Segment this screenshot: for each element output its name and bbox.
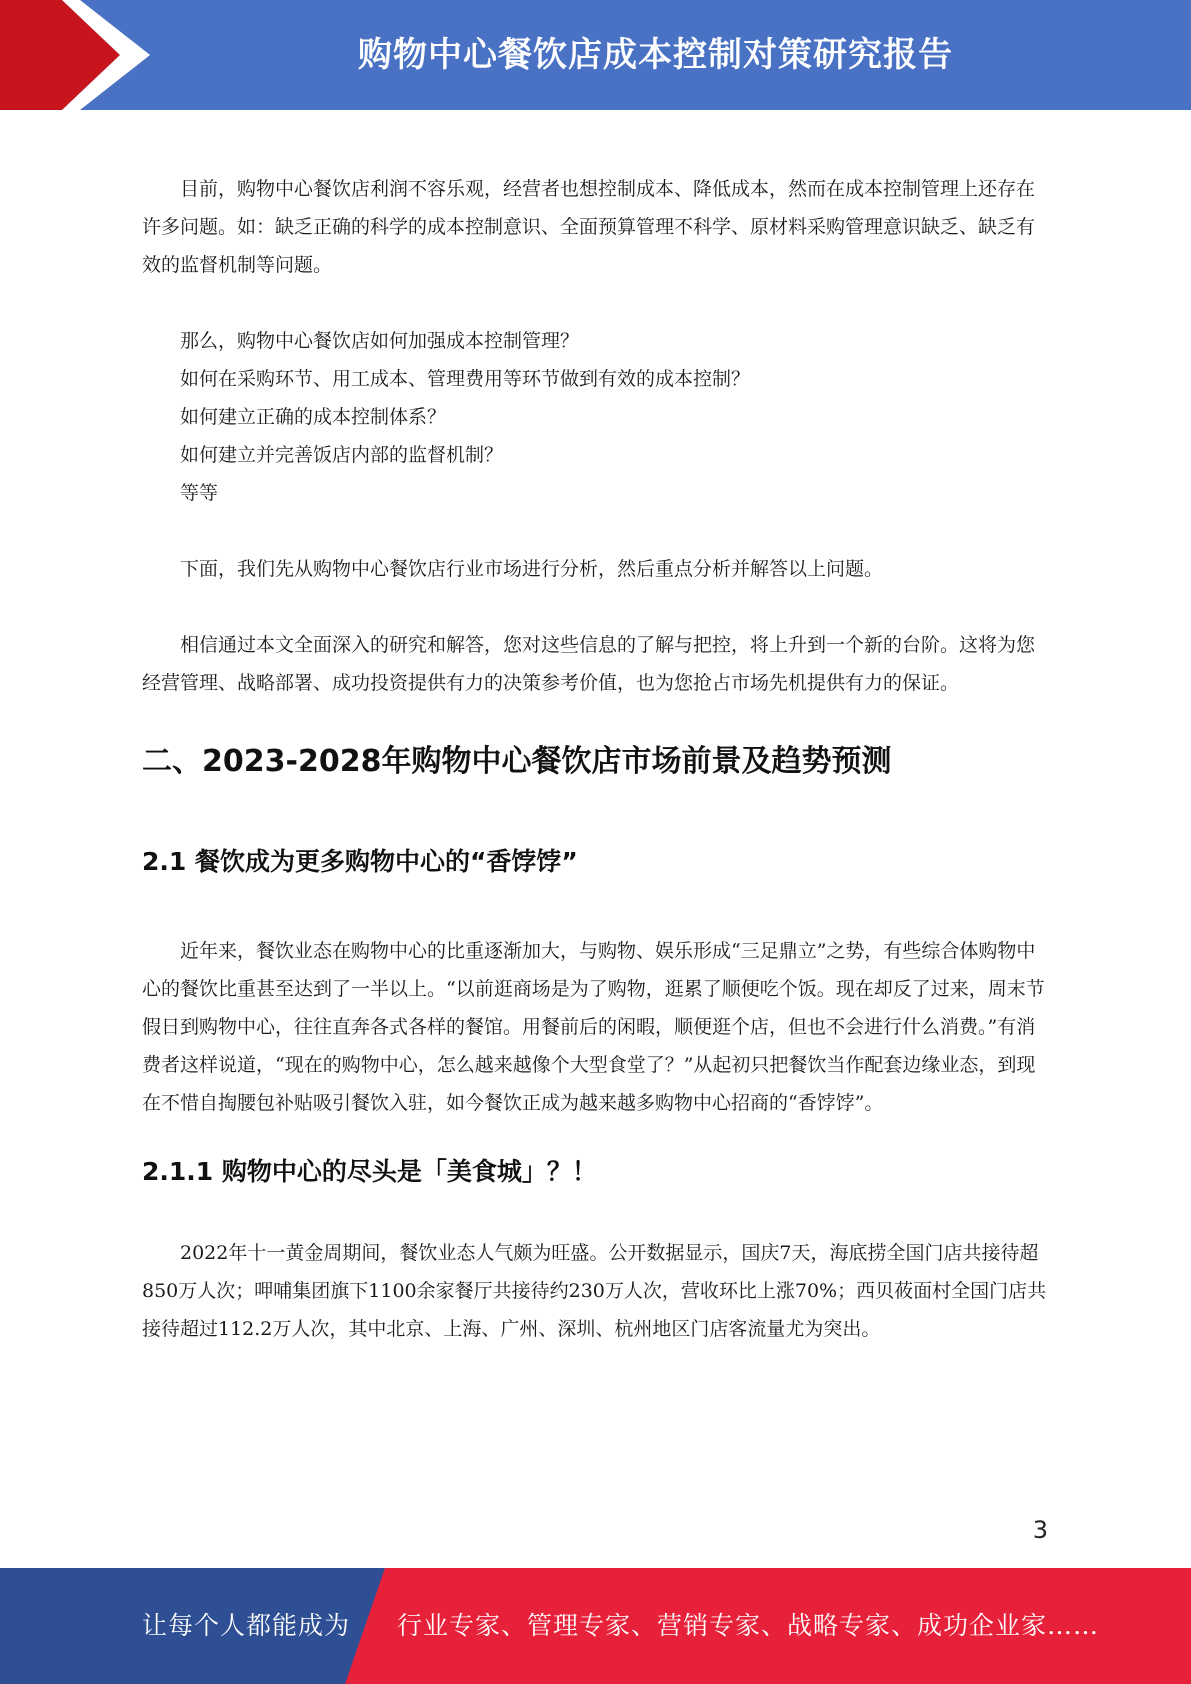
subsubsection-paragraph: 2022年十一黄金周期间，餐饮业态人气颇为旺盛。公开数据显示，国庆7天，海底捞全国门店共接待超850万人次；呷哺集团旗下1100余家餐厅共接待约230万人次，营收环比上涨70%；西贝莜面村全国门店共接待超过112.2万人次，其中北京、上海、广州、深圳、杭州地区门店客流量尤为突出。 [142, 1242, 1047, 1340]
subsection-paragraph: 近年来，餐饮业态在购物中心的比重逐渐加大，与购物、娱乐形成“三足鼎立”之势，有些综合体购物中心的餐饮比重甚至达到了一半以上。“以前逛商场是为了购物，逛累了顺便吃个饭。现在却反了过来，周末节假日到购物中心，往往直奔各式各样的餐馆。用餐前后的闲暇，顺便逛个店，但也不会进行什么消费。”有消费者这样说道，“现在的购物中心，怎么越来越像个大型食堂了？”从起初只把餐饮当作配套边缘业态，到现在不惜自掏腰包补贴吸引餐饮入驻，如今餐饮正成为越来越多购物中心招商的“香饽饽”。 [142, 940, 1045, 1114]
analysis-intro-paragraph: 下面，我们先从购物中心餐饮店行业市场进行分析，然后重点分析并解答以上问题。 [180, 558, 884, 580]
header-title: 购物中心餐饮店成本控制对策研究报告 [358, 35, 953, 75]
footer-bar [0, 1568, 1191, 1684]
question-line: 如何在采购环节、用工成本、管理费用等环节做到有效的成本控制？ [180, 368, 751, 390]
question-line: 如何建立正确的成本控制体系？ [180, 406, 447, 428]
subsubsection-heading: 2.1.1 购物中心的尽头是「美食城」？！ [142, 1157, 597, 1186]
question-line: 如何建立并完善饭店内部的监督机制？ [180, 444, 504, 466]
section-heading: 二、2023-2028年购物中心餐饮店市场前景及趋势预测 [142, 744, 892, 779]
header-chevron-graphic [0, 0, 150, 110]
header-bar [0, 0, 1191, 110]
subsection-heading: 2.1 餐饮成为更多购物中心的“香饽饽” [142, 847, 578, 876]
page-number: 3 [1032, 1516, 1048, 1544]
question-line: 那么，购物中心餐饮店如何加强成本控制管理？ [180, 330, 580, 352]
value-paragraph: 相信通过本文全面深入的研究和解答，您对这些信息的了解与把控，将上升到一个新的台阶。这将为您经营管理、战略部署、成功投资提供有力的决策参考价值，也为您抢占市场先机提供有力的保证。 [142, 634, 1036, 694]
intro-paragraph: 目前，购物中心餐饮店利润不容乐观，经营者也想控制成本、降低成本，然而在成本控制管理上还存在许多问题。如：缺乏正确的科学的成本控制意识、全面预算管理不科学、原材料采购管理意识缺乏、缺乏有效的监督机制等问题。 [142, 178, 1036, 276]
footer-slogan-left: 让每个人都能成为 [142, 1611, 351, 1640]
question-line: 等等 [180, 482, 219, 504]
footer-slogan-right: 行业专家、管理专家、营销专家、战略专家、成功企业家…… [397, 1611, 1100, 1640]
document-body [142, 170, 1047, 1348]
